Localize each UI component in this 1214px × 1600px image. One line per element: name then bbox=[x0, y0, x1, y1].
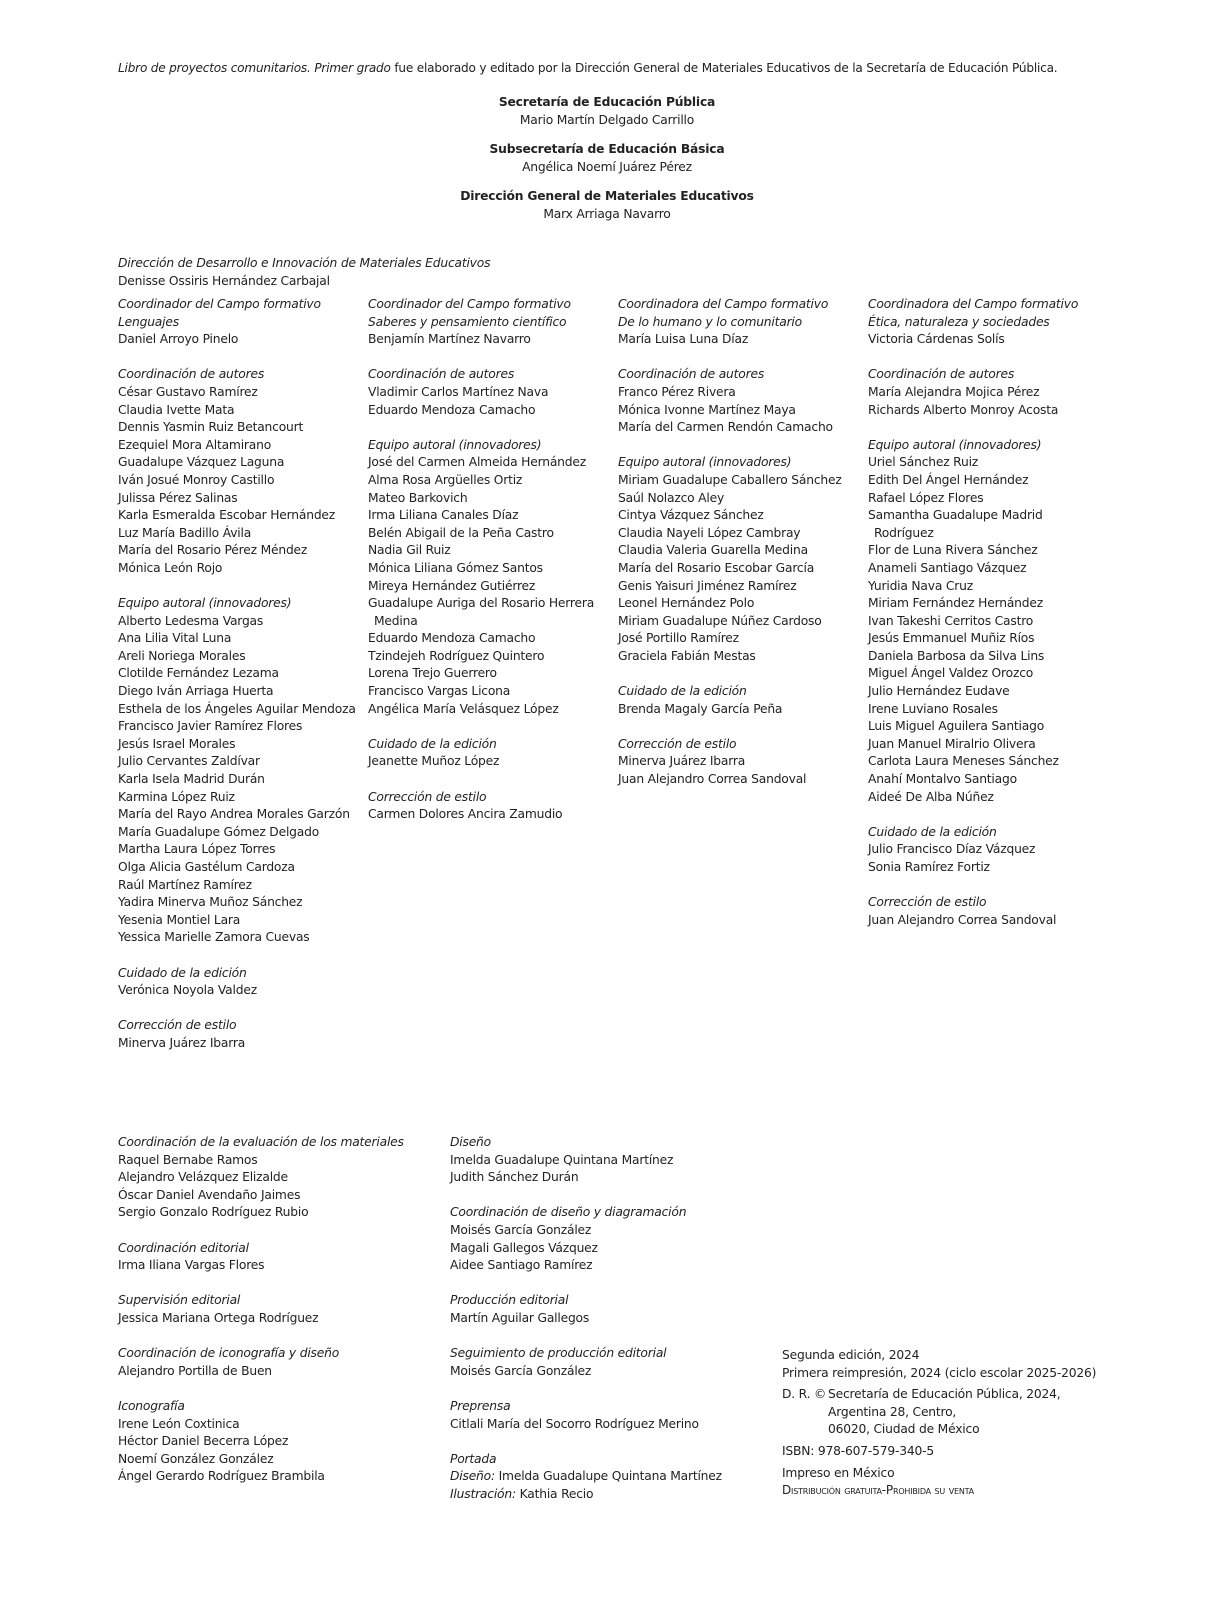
reprint-line: Primera reimpresión, 2024 (ciclo escolar 2025-2026) bbox=[782, 1365, 1097, 1380]
credit-section bbox=[868, 824, 1098, 877]
credit-label: Coordinador del Campo formativo bbox=[368, 297, 571, 311]
credit-name: Guadalupe Auriga del Rosario Herrera Medina bbox=[368, 596, 595, 628]
credit-name: Karla Isela Madrid Durán bbox=[118, 772, 265, 787]
credit-name: Daniela Barbosa da Silva Lins bbox=[868, 648, 1045, 663]
authority-title: Secretaría de Educación Pública bbox=[498, 95, 716, 109]
credit-name: Miriam Guadalupe Caballero Sánchez bbox=[618, 472, 842, 487]
credit-name: Martha Laura López Torres bbox=[118, 842, 276, 857]
credit-name: Leonel Hernández Polo bbox=[618, 596, 755, 611]
credit-name: César Gustavo Ramírez bbox=[118, 384, 258, 399]
credit-name: Karmina López Ruiz bbox=[118, 789, 235, 804]
credit-label: Equipo autoral (innovadores) bbox=[118, 596, 292, 611]
credit-section bbox=[118, 366, 360, 577]
credit-section bbox=[368, 437, 610, 719]
credit-section bbox=[618, 683, 860, 718]
credit-section bbox=[868, 296, 1098, 349]
credit-section bbox=[118, 595, 360, 947]
credits-column-saberes bbox=[368, 296, 610, 841]
credits-bottom-middle bbox=[450, 1134, 770, 1521]
credit-label: Lenguajes bbox=[118, 314, 179, 329]
credit-section bbox=[618, 296, 860, 349]
credit-label: Coordinación editorial bbox=[118, 1240, 249, 1255]
credit-name: Francisco Vargas Licona bbox=[368, 684, 511, 699]
credit-name: Angélica María Velásquez López bbox=[368, 701, 559, 716]
credit-section bbox=[868, 437, 1098, 806]
credit-section bbox=[868, 894, 1098, 929]
credit-label: Equipo autoral (innovadores) bbox=[618, 455, 792, 470]
credit-label: Seguimiento de producción editorial bbox=[450, 1346, 667, 1361]
credit-section bbox=[368, 789, 610, 824]
credit-section bbox=[118, 1134, 438, 1222]
credit-label: Equipo autoral (innovadores) bbox=[868, 437, 1042, 452]
credit-section bbox=[450, 1398, 770, 1433]
inline-name: Kathia Recio bbox=[515, 1486, 594, 1501]
credit-name: Miguel Ángel Valdez Orozco bbox=[868, 666, 1034, 681]
credit-name: Juan Alejandro Correa Sandoval bbox=[868, 912, 1057, 927]
credit-label: Corrección de estilo bbox=[618, 736, 737, 751]
credit-name: Vladimir Carlos Martínez Nava bbox=[368, 384, 549, 399]
credit-name: Moisés García González bbox=[450, 1222, 592, 1237]
authority-title: Dirección General de Materiales Educativos bbox=[460, 189, 754, 204]
credit-section bbox=[450, 1292, 770, 1327]
credit-name: Eduardo Mendoza Camacho bbox=[368, 402, 536, 417]
credit-name: Mateo Barkovich bbox=[368, 490, 468, 505]
credit-name: Moisés García González bbox=[450, 1363, 592, 1378]
credit-name: Óscar Daniel Avendaño Jaimes bbox=[118, 1187, 301, 1202]
credit-name: Mónica Liliana Gómez Santos bbox=[368, 560, 543, 575]
credit-name: Irene León Coxtinica bbox=[118, 1416, 240, 1431]
credit-name: Belén Abigail de la Peña Castro bbox=[368, 525, 554, 540]
credit-label: Coordinadora del Campo formativo bbox=[618, 297, 829, 311]
distribution-notice: Distribución gratuita-Prohibida su venta bbox=[782, 1483, 974, 1498]
credit-name: Carmen Dolores Ancira Zamudio bbox=[368, 807, 563, 822]
copyright-block bbox=[782, 1386, 1102, 1439]
credit-name: Juan Alejandro Correa Sandoval bbox=[618, 772, 807, 787]
inline-name: Imelda Guadalupe Quintana Martínez bbox=[494, 1469, 722, 1484]
copyright-line: 06020, Ciudad de México bbox=[828, 1422, 980, 1437]
inline-label: Ilustración: bbox=[450, 1486, 516, 1501]
credit-name: Anahí Montalvo Santiago bbox=[868, 772, 1017, 787]
credit-name: Alejandro Velázquez Elizalde bbox=[118, 1170, 288, 1185]
copyright-line: Secretaría de Educación Pública, 2024, bbox=[828, 1387, 1061, 1402]
credit-name: Uriel Sánchez Ruiz bbox=[868, 455, 979, 470]
credit-name: Jeanette Muñoz López bbox=[368, 754, 500, 769]
credit-name: Genis Yaisuri Jiménez Ramírez bbox=[618, 578, 797, 593]
credit-name: Esthela de los Ángeles Aguilar Mendoza bbox=[118, 701, 356, 716]
credit-label: Preprensa bbox=[450, 1398, 511, 1413]
credit-name: Guadalupe Vázquez Laguna bbox=[118, 455, 285, 470]
credits-bottom-left bbox=[118, 1134, 438, 1503]
credits-column-lenguajes bbox=[118, 296, 360, 1070]
credit-label: Producción editorial bbox=[450, 1293, 569, 1308]
credit-label: Cuidado de la edición bbox=[368, 736, 497, 751]
credit-name: Areli Noriega Morales bbox=[118, 648, 246, 663]
authority-dgme bbox=[0, 188, 1214, 223]
credit-label: Coordinación de la evaluación de los materiales bbox=[118, 1135, 404, 1149]
credits-column-etica bbox=[868, 296, 1098, 947]
credit-name: Miriam Guadalupe Núñez Cardoso bbox=[618, 613, 822, 628]
credit-section bbox=[118, 965, 360, 1000]
credit-section bbox=[118, 1345, 438, 1380]
credit-label: Coordinación de iconografía y diseño bbox=[118, 1346, 340, 1361]
credit-name: Tzindejeh Rodríguez Quintero bbox=[368, 648, 545, 663]
credit-name: Héctor Daniel Becerra López bbox=[118, 1434, 289, 1449]
credit-name: Minerva Juárez Ibarra bbox=[118, 1035, 246, 1050]
credit-label: Coordinación de diseño y diagramación bbox=[450, 1205, 687, 1220]
credit-name: Sergio Gonzalo Rodríguez Rubio bbox=[118, 1205, 309, 1220]
credit-section bbox=[118, 1292, 438, 1327]
credit-name: Alma Rosa Argüelles Ortiz bbox=[368, 472, 523, 487]
credit-name: Iván Josué Monroy Castillo bbox=[118, 472, 275, 487]
credit-section bbox=[618, 454, 860, 665]
credit-name: Karla Esmeralda Escobar Hernández bbox=[118, 508, 336, 523]
credit-name: Samantha Guadalupe Madrid Rodríguez bbox=[868, 508, 1043, 540]
credit-label: Diseño bbox=[450, 1135, 491, 1149]
credit-name: María Alejandra Mojica Pérez bbox=[868, 384, 1040, 399]
portada-design-line bbox=[450, 1468, 770, 1486]
credit-name: Irene Luviano Rosales bbox=[868, 701, 998, 716]
isbn: ISBN: 978-607-579-340-5 bbox=[782, 1443, 934, 1458]
direction-block bbox=[118, 255, 718, 290]
credit-name: Judith Sánchez Durán bbox=[450, 1170, 579, 1185]
credit-name: Claudia Nayeli López Cambray bbox=[618, 525, 801, 540]
copyright-line: Argentina 28, Centro, bbox=[828, 1404, 957, 1419]
credit-name: Richards Alberto Monroy Acosta bbox=[868, 402, 1059, 417]
book-title: Libro de proyectos comunitarios. Primer grado bbox=[118, 61, 391, 75]
credit-name: Alberto Ledesma Vargas bbox=[118, 613, 264, 628]
credit-name: Aideé De Alba Núñez bbox=[868, 789, 994, 804]
credit-name: Luz María Badillo Ávila bbox=[118, 525, 252, 540]
inline-label: Diseño: bbox=[450, 1469, 495, 1484]
credit-name: Mireya Hernández Gutiérrez bbox=[368, 578, 536, 593]
credit-name: Julissa Pérez Salinas bbox=[118, 490, 238, 505]
credit-name: Jessica Mariana Ortega Rodríguez bbox=[118, 1310, 319, 1325]
credit-name: Juan Manuel Miralrio Olivera bbox=[868, 736, 1036, 751]
authority-name: Mario Martín Delgado Carrillo bbox=[519, 112, 695, 127]
credit-name: Raúl Martínez Ramírez bbox=[118, 877, 252, 892]
credit-section bbox=[450, 1204, 770, 1274]
credit-name: Rafael López Flores bbox=[868, 490, 984, 505]
credit-name: María del Rosario Escobar García bbox=[618, 560, 815, 575]
credit-name: Nadia Gil Ruiz bbox=[368, 543, 451, 558]
credit-label: Cuidado de la edición bbox=[868, 824, 997, 839]
credit-section bbox=[118, 1017, 360, 1052]
credit-name: Daniel Arroyo Pinelo bbox=[118, 332, 239, 347]
credits-column-humano bbox=[618, 296, 860, 806]
credit-label: Portada bbox=[450, 1451, 497, 1466]
credit-name: Luis Miguel Aguilera Santiago bbox=[868, 719, 1045, 734]
credit-name: Irma Iliana Vargas Flores bbox=[118, 1258, 265, 1273]
credit-name: Lorena Trejo Guerrero bbox=[368, 666, 497, 681]
credit-name: María Guadalupe Gómez Delgado bbox=[118, 824, 320, 839]
credit-name: Claudia Valeria Guarella Medina bbox=[618, 543, 808, 558]
credit-name: Alejandro Portilla de Buen bbox=[118, 1363, 272, 1378]
credit-name: Minerva Juárez Ibarra bbox=[618, 754, 746, 769]
credit-name: Francisco Javier Ramírez Flores bbox=[118, 719, 303, 734]
credit-label: Equipo autoral (innovadores) bbox=[368, 437, 542, 452]
authority-seb bbox=[0, 141, 1214, 176]
credit-label: Corrección de estilo bbox=[118, 1018, 237, 1033]
credit-name: Benjamín Martínez Navarro bbox=[368, 332, 531, 347]
credit-name: Ezequiel Mora Altamirano bbox=[118, 437, 272, 452]
credit-label: Coordinación de autores bbox=[368, 367, 515, 382]
credit-name: Claudia Ivette Mata bbox=[118, 402, 235, 417]
credit-name: Franco Pérez Rivera bbox=[618, 384, 736, 399]
credit-section bbox=[368, 736, 610, 771]
credit-name: Brenda Magaly García Peña bbox=[618, 701, 783, 716]
credit-section bbox=[450, 1345, 770, 1380]
credit-label: Corrección de estilo bbox=[368, 789, 487, 804]
credit-name: Olga Alicia Gastélum Cardoza bbox=[118, 860, 295, 874]
credit-name: Ángel Gerardo Rodríguez Brambila bbox=[118, 1469, 325, 1484]
credit-name: Yessica Marielle Zamora Cuevas bbox=[118, 930, 310, 945]
credit-label: De lo humano y lo comunitario bbox=[618, 314, 802, 329]
credit-name: María Luisa Luna Díaz bbox=[618, 332, 749, 347]
credit-name: Citlali María del Socorro Rodríguez Merino bbox=[450, 1416, 699, 1431]
authority-name: Angélica Noemí Juárez Pérez bbox=[522, 159, 692, 174]
credit-section bbox=[368, 366, 610, 419]
credit-name: Miriam Fernández Hernández bbox=[868, 596, 1043, 611]
credit-name: Julio Hernández Eudave bbox=[868, 684, 1010, 699]
credit-section bbox=[368, 296, 610, 349]
credit-name: Anameli Santiago Vázquez bbox=[868, 560, 1027, 575]
authority-name: Marx Arriaga Navarro bbox=[543, 206, 671, 221]
credits-bottom-middle-list bbox=[450, 1134, 770, 1433]
credit-name: Eduardo Mendoza Camacho bbox=[368, 631, 536, 646]
credit-section-portada bbox=[450, 1451, 770, 1504]
credit-name: Ana Lilia Vital Luna bbox=[118, 631, 232, 646]
credit-section bbox=[618, 366, 860, 436]
credit-name: Imelda Guadalupe Quintana Martínez bbox=[450, 1152, 674, 1167]
credit-name: Julio Cervantes Zaldívar bbox=[118, 754, 260, 769]
credit-label: Supervisión editorial bbox=[118, 1293, 241, 1308]
credit-label: Coordinación de autores bbox=[618, 367, 765, 382]
credit-label: Cuidado de la edición bbox=[118, 965, 247, 980]
credit-label: Cuidado de la edición bbox=[618, 684, 747, 699]
credit-name: Victoria Cárdenas Solís bbox=[868, 332, 1005, 347]
credit-name: Mónica Ivonne Martínez Maya bbox=[618, 402, 796, 417]
copyright-label: D. R. © bbox=[782, 1387, 827, 1402]
credit-label: Saberes y pensamiento científico bbox=[368, 314, 567, 329]
credit-name: Clotilde Fernández Lezama bbox=[118, 666, 279, 681]
credit-section bbox=[118, 296, 360, 349]
credit-name: Graciela Fabián Mestas bbox=[618, 648, 756, 663]
credit-name: Dennis Yasmin Ruiz Betancourt bbox=[118, 420, 304, 435]
direction-name: Denisse Ossiris Hernández Carbajal bbox=[118, 273, 330, 288]
colophon bbox=[782, 1347, 1102, 1500]
credit-name: Yadira Minerva Muñoz Sánchez bbox=[118, 895, 303, 910]
credit-name: Saúl Nolazco Aley bbox=[618, 490, 725, 505]
credit-name: Jesús Emmanuel Muñiz Ríos bbox=[868, 631, 1035, 646]
credit-name: Julio Francisco Díaz Vázquez bbox=[868, 842, 1036, 857]
credit-name: Magali Gallegos Vázquez bbox=[450, 1240, 598, 1255]
credit-name: Flor de Luna Rivera Sánchez bbox=[868, 543, 1038, 558]
credit-label: Iconografía bbox=[118, 1398, 185, 1413]
credit-name: Diego Iván Arriaga Huerta bbox=[118, 684, 274, 699]
credit-label: Ética, naturaleza y sociedades bbox=[868, 314, 1050, 329]
credit-name: Sonia Ramírez Fortiz bbox=[868, 860, 990, 874]
credit-name: Cintya Vázquez Sánchez bbox=[618, 508, 764, 523]
credit-name: José del Carmen Almeida Hernández bbox=[368, 455, 586, 470]
credit-name: Mónica León Rojo bbox=[118, 560, 223, 575]
credit-label: Coordinación de autores bbox=[118, 367, 265, 382]
credit-section bbox=[618, 736, 860, 789]
intro-statement bbox=[118, 60, 1118, 78]
credit-section bbox=[450, 1134, 770, 1187]
authorities bbox=[0, 94, 1214, 236]
credit-name: María del Rosario Pérez Méndez bbox=[118, 543, 308, 558]
credit-section bbox=[118, 1398, 438, 1486]
credit-label: Coordinadora del Campo formativo bbox=[868, 297, 1079, 311]
credit-name: Yuridia Nava Cruz bbox=[868, 578, 973, 593]
credit-name: Raquel Bernabe Ramos bbox=[118, 1152, 258, 1167]
credit-label: Coordinación de autores bbox=[868, 367, 1015, 382]
credit-name: Yesenia Montiel Lara bbox=[118, 912, 241, 927]
credit-name: Aidee Santiago Ramírez bbox=[450, 1258, 593, 1273]
credit-name: Noemí González González bbox=[118, 1451, 274, 1466]
authority-sep bbox=[0, 94, 1214, 129]
credit-name: María del Rayo Andrea Morales Garzón bbox=[118, 807, 350, 822]
edition-line: Segunda edición, 2024 bbox=[782, 1348, 920, 1362]
printed-in: Impreso en México bbox=[782, 1465, 895, 1480]
credit-name: Jesús Israel Morales bbox=[118, 736, 236, 751]
credit-name: Carlota Laura Meneses Sánchez bbox=[868, 754, 1059, 769]
credit-name: Verónica Noyola Valdez bbox=[118, 983, 257, 998]
credit-label: Corrección de estilo bbox=[868, 895, 987, 910]
copyright-lines bbox=[828, 1386, 1060, 1439]
direction-label: Dirección de Desarrollo e Innovación de Materiales Educativos bbox=[118, 256, 491, 270]
authority-title: Subsecretaría de Educación Básica bbox=[489, 142, 725, 157]
credit-name: Martín Aguilar Gallegos bbox=[450, 1310, 590, 1325]
credit-section bbox=[868, 366, 1098, 419]
credit-name: Ivan Takeshi Cerritos Castro bbox=[868, 613, 1034, 628]
credit-name: Irma Liliana Canales Díaz bbox=[368, 508, 519, 523]
credit-name: José Portillo Ramírez bbox=[618, 631, 739, 646]
credit-name: Edith Del Ángel Hernández bbox=[868, 472, 1029, 487]
credit-section bbox=[118, 1240, 438, 1275]
intro-text: fue elaborado y editado por la Dirección General de Materiales Educativos de la Secretaría de Educación Pública. bbox=[390, 61, 1058, 75]
credit-name: María del Carmen Rendón Camacho bbox=[618, 420, 833, 435]
portada-illustration-line bbox=[450, 1486, 770, 1504]
credit-label: Coordinador del Campo formativo bbox=[118, 297, 321, 311]
